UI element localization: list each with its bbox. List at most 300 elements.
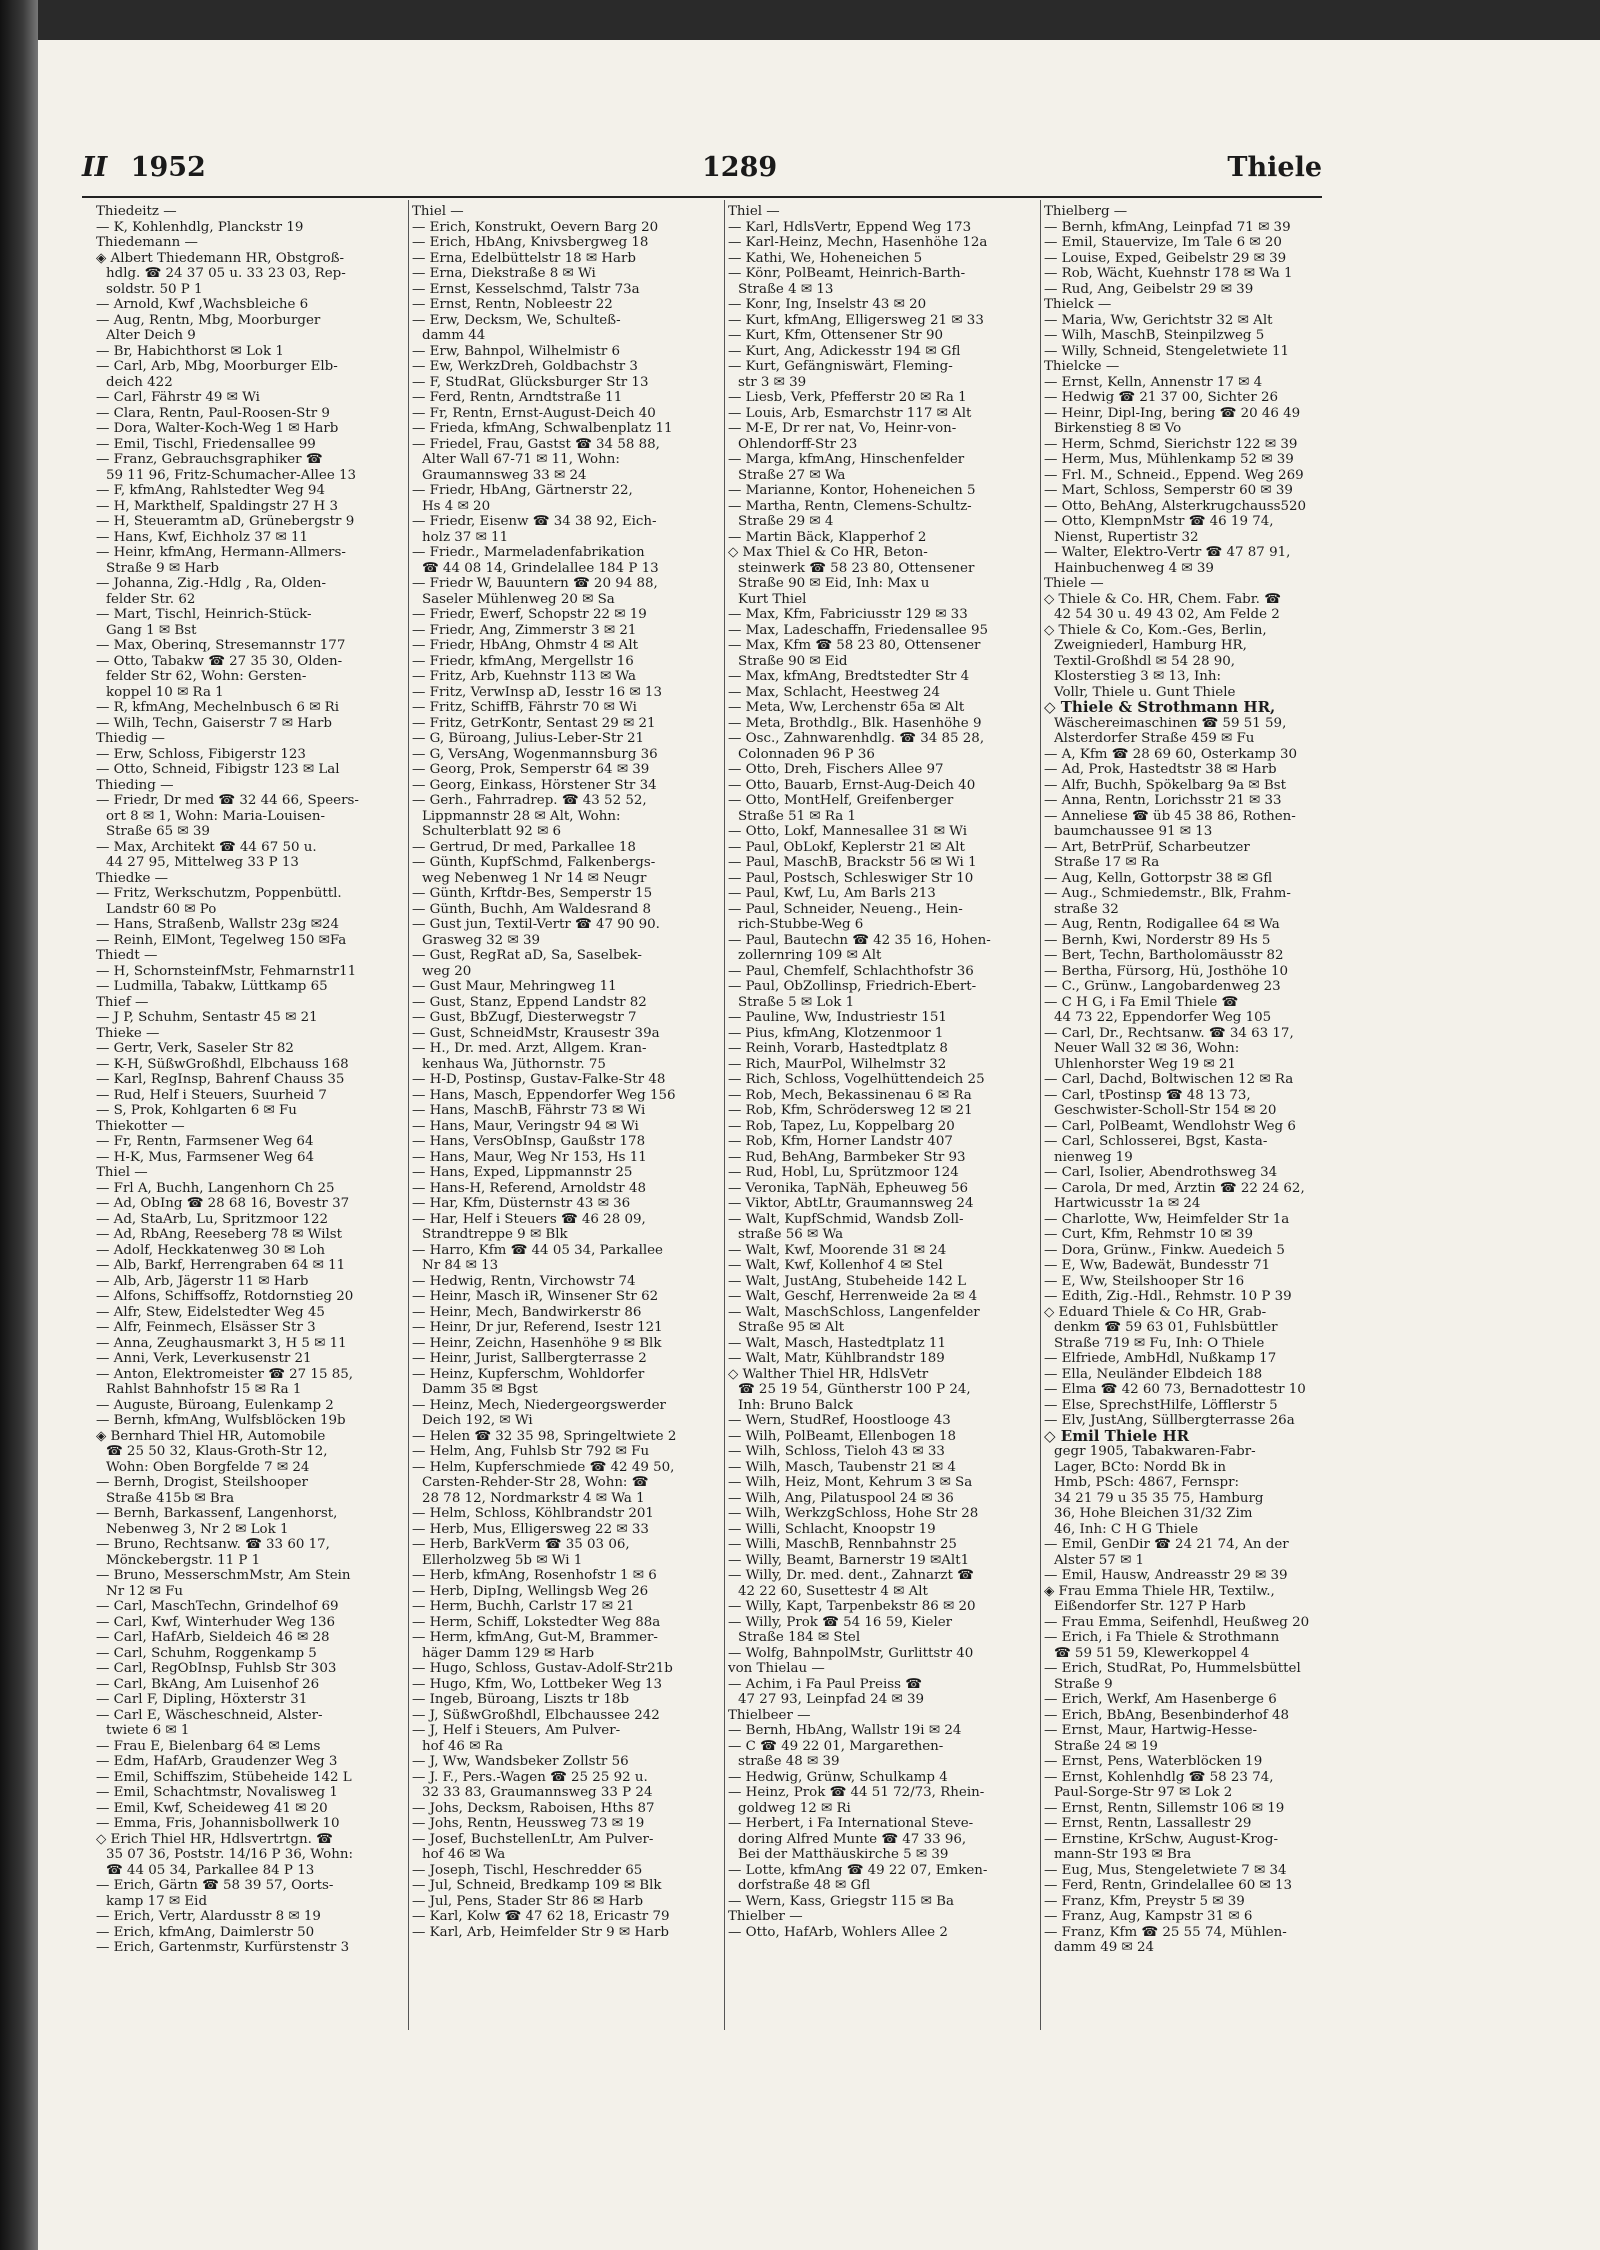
directory-entry: — F, kfmAng, Rahlstedter Weg 94 xyxy=(96,483,325,498)
directory-entry: Eißendorfer Str. 127 P Harb xyxy=(1054,1599,1246,1614)
directory-entry: — Erich, HbAng, Knivsbergweg 18 xyxy=(412,235,649,250)
directory-entry: Straße 51 ✉ Ra 1 xyxy=(738,808,856,824)
directory-entry: Birkenstieg 8 ✉ Vo xyxy=(1054,421,1182,436)
directory-entry: — Erich, BbAng, Besenbinderhof 48 xyxy=(1044,1707,1290,1723)
directory-entry: Mönckebergstr. 11 P 1 xyxy=(106,1552,261,1568)
directory-entry: — Wilh, PolBeamt, Ellenbogen 18 xyxy=(728,1428,956,1444)
directory-entry: — Friedr, Eisenw ☎ 34 38 92, Eich- xyxy=(412,514,657,529)
directory-entry: holz 37 ✉ 11 xyxy=(422,529,509,545)
directory-entry: — Wilh, Heiz, Mont, Kehrum 3 ✉ Sa xyxy=(728,1475,973,1490)
directory-entry: — Willy, Prok ☎ 54 16 59, Kieler xyxy=(728,1614,953,1630)
directory-entry: — M-E, Dr rer nat, Vo, Heinr-von- xyxy=(728,421,957,436)
directory-entry: goldweg 12 ✉ Ri xyxy=(738,1800,851,1816)
directory-entry: Straße 29 ✉ 4 xyxy=(738,514,834,529)
directory-entry: Alter Deich 9 xyxy=(106,328,196,343)
directory-entry: Thiel — xyxy=(728,204,780,219)
directory-entry: — Elfriede, AmbHdl, Nußkamp 17 xyxy=(1044,1351,1277,1366)
directory-entry: — Emil, Schiffszim, Stübeheide 142 L xyxy=(96,1769,352,1785)
directory-entry: — Bernh, Barkassenf, Langenhorst, xyxy=(96,1506,338,1521)
directory-entry: — Herb, Mus, Elligersweg 22 ✉ 33 xyxy=(412,1521,649,1537)
directory-entry: — Carl, Arb, Mbg, Moorburger Elb- xyxy=(96,359,338,374)
directory-entry: damm 49 ✉ 24 xyxy=(1054,1940,1155,1955)
directory-entry: — Hans, VersObInsp, Gaußstr 178 xyxy=(412,1134,646,1149)
directory-entry: — Helm, Ang, Fuhlsb Str 792 ✉ Fu xyxy=(412,1444,650,1459)
directory-entry: — Carl, PolBeamt, Wendlohstr Weg 6 xyxy=(1044,1118,1296,1134)
directory-entry: Thief — xyxy=(96,994,149,1010)
directory-entry: Thielck — xyxy=(1044,297,1112,312)
directory-entry: — Frl. M., Schneid., Eppend. Weg 269 xyxy=(1044,467,1304,483)
directory-entry: — Kurt, Kfm, Ottensener Str 90 xyxy=(728,328,943,343)
directory-entry: ◇ Thiele & Strothmann HR, xyxy=(1044,700,1276,716)
directory-entry: — Alb, Barkf, Herrengraben 64 ✉ 11 xyxy=(96,1258,346,1273)
directory-entry: — Max, Oberinq, Stresemannstr 177 xyxy=(96,638,346,653)
directory-entry: — Carl, BkAng, Am Luisenhof 26 xyxy=(96,1676,320,1692)
directory-entry: — Ad, ObIng ☎ 28 68 16, Bovestr 37 xyxy=(96,1196,350,1211)
directory-entry: — Max, kfmAng, Bredtstedter Str 4 xyxy=(728,669,970,684)
directory-column-4 xyxy=(1044,204,1349,1956)
directory-entry: Thieke — xyxy=(96,1025,160,1041)
directory-entry: — Gust, RegRat aD, Sa, Saselbek- xyxy=(412,948,642,963)
directory-entry: Straße 4 ✉ 13 xyxy=(738,281,834,297)
directory-entry: — Heinr, Masch iR, Winsener Str 62 xyxy=(412,1289,659,1304)
directory-entry: gegr 1905, Tabakwaren-Fabr- xyxy=(1054,1444,1256,1459)
directory-entry: — Willy, Beamt, Barnerstr 19 ✉Alt1 xyxy=(728,1552,970,1568)
directory-entry: — Walt, KupfSchmid, Wandsb Zoll- xyxy=(728,1211,964,1227)
directory-entry: 59 11 96, Fritz-Schumacher-Allee 13 xyxy=(106,467,357,483)
directory-entry: — Charlotte, Ww, Heimfelder Str 1a xyxy=(1044,1211,1290,1227)
directory-entry: — Herm, Schiff, Lokstedter Weg 88a xyxy=(412,1614,661,1630)
directory-entry: — Herm, Buchh, Carlstr 17 ✉ 21 xyxy=(412,1599,635,1614)
directory-entry: ☎ 44 05 34, Parkallee 84 P 13 xyxy=(106,1862,315,1878)
directory-entry: hdlg. ☎ 24 37 05 u. 33 23 03, Rep- xyxy=(106,266,346,281)
directory-entry: — Erna, Edelbüttelstr 18 ✉ Harb xyxy=(412,250,636,266)
directory-entry: — Heinr, Dipl-Ing, bering ☎ 20 46 49 xyxy=(1044,405,1301,421)
directory-entry: Nr 84 ✉ 13 xyxy=(422,1258,499,1273)
directory-entry: — Heinz, Kupferschm, Wohldorfer xyxy=(412,1366,645,1382)
directory-entry: — Carl, Schuhm, Roggenkamp 5 xyxy=(96,1645,317,1661)
directory-entry: — Bernh, kfmAng, Leinpfad 71 ✉ 39 xyxy=(1044,219,1291,235)
directory-entry: Rahlst Bahnhofstr 15 ✉ Ra 1 xyxy=(106,1382,302,1397)
directory-entry: — Jul, Pens, Stader Str 86 ✉ Harb xyxy=(412,1893,644,1909)
directory-entry: Straße 24 ✉ 19 xyxy=(1054,1738,1158,1754)
directory-entry: — Bernh, Drogist, Steilshooper xyxy=(96,1475,308,1490)
directory-entry: ◇ Eduard Thiele & Co HR, Grab- xyxy=(1044,1304,1267,1320)
directory-entry: — Heinr, Mech, Bandwirkerstr 86 xyxy=(412,1304,642,1320)
header-keyword: Thiele xyxy=(1227,152,1322,183)
directory-entry: — Gust, Stanz, Eppend Landstr 82 xyxy=(412,994,647,1010)
directory-entry: — Georg, Einkass, Hörstener Str 34 xyxy=(412,777,657,793)
directory-entry: — Ferd, Rentn, Grindelallee 60 ✉ 13 xyxy=(1044,1878,1293,1893)
directory-entry: — Alfr, Feinmech, Elsässer Str 3 xyxy=(96,1320,316,1335)
column-divider xyxy=(1040,200,1041,2030)
directory-entry: str 3 ✉ 39 xyxy=(738,374,807,390)
directory-entry: — Herbert, i Fa International Steve- xyxy=(728,1816,974,1831)
directory-entry: — Helm, Kupferschmiede ☎ 42 49 50, xyxy=(412,1459,675,1475)
directory-entry: ☎ 59 51 59, Klewerkoppel 4 xyxy=(1054,1645,1250,1661)
directory-entry: — Lotte, kfmAng ☎ 49 22 07, Emken- xyxy=(728,1862,988,1878)
directory-entry: — Reinh, Vorarb, Hastedtplatz 8 xyxy=(728,1041,948,1056)
directory-entry: — Hans, Maur, Weg Nr 153, Hs 11 xyxy=(412,1149,647,1165)
directory-entry: — Carl, Kwf, Winterhuder Weg 136 xyxy=(96,1614,336,1630)
directory-entry: Straße 65 ✉ 39 xyxy=(106,824,210,839)
directory-entry: — Herm, Schmd, Sierichstr 122 ✉ 39 xyxy=(1044,436,1298,452)
directory-entry: — Emil, Schachtmstr, Novalisweg 1 xyxy=(96,1785,338,1800)
directory-entry: — Erich, i Fa Thiele & Strothmann xyxy=(1044,1630,1280,1645)
directory-entry: — Willi, MaschB, Rennbahnstr 25 xyxy=(728,1537,957,1552)
directory-entry: 46, Inh: C H G Thiele xyxy=(1054,1521,1199,1537)
directory-entry: — Elma ☎ 42 60 73, Bernadottestr 10 xyxy=(1044,1382,1306,1397)
directory-entry: — Hans, MaschB, Fährstr 73 ✉ Wi xyxy=(412,1103,646,1118)
directory-entry: — Günth, KupfSchmd, Falkenbergs- xyxy=(412,855,656,870)
directory-entry: — Willi, Schlacht, Knoopstr 19 xyxy=(728,1521,936,1537)
directory-entry: — Hans, Masch, Eppendorfer Weg 156 xyxy=(412,1087,676,1103)
directory-entry: koppel 10 ✉ Ra 1 xyxy=(106,684,224,700)
directory-entry: Vollr, Thiele u. Gunt Thiele xyxy=(1054,684,1236,700)
directory-entry: — Otto, Dreh, Fischers Allee 97 xyxy=(728,762,944,777)
directory-entry: — Ella, Neuländer Elbdeich 188 xyxy=(1044,1366,1263,1382)
directory-entry: — Rob, Wächt, Kuehnstr 178 ✉ Wa 1 xyxy=(1044,266,1293,281)
directory-entry: — Franz, Kfm, Preystr 5 ✉ 39 xyxy=(1044,1893,1245,1909)
directory-entry: — Ad, RbAng, Reeseberg 78 ✉ Wilst xyxy=(96,1227,343,1242)
directory-entry: — Georg, Prok, Semperstr 64 ✉ 39 xyxy=(412,762,650,777)
directory-entry: — Erw, Schloss, Fibigerstr 123 xyxy=(96,746,306,762)
directory-entry: — Mart, Schloss, Semperstr 60 ✉ 39 xyxy=(1044,483,1293,498)
directory-entry: Straße 9 ✉ Harb xyxy=(106,560,219,576)
directory-entry: — Elv, JustAng, Süllbergterrasse 26a xyxy=(1044,1413,1295,1428)
directory-entry: — Paul, Bautechn ☎ 42 35 16, Hohen- xyxy=(728,932,991,948)
directory-entry: — Erich, StudRat, Po, Hummelsbüttel xyxy=(1044,1661,1301,1676)
directory-entry: — Paul, Kwf, Lu, Am Barls 213 xyxy=(728,886,936,901)
directory-entry: — Heinr, kfmAng, Hermann-Allmers- xyxy=(96,545,346,560)
directory-entry: — Bertha, Fürsorg, Hü, Josthöhe 10 xyxy=(1044,963,1289,979)
directory-entry: — Friedr., Marmeladenfabrikation xyxy=(412,545,645,560)
directory-entry: — Emil, Hausw, Andreasstr 29 ✉ 39 xyxy=(1044,1568,1288,1583)
directory-entry: — Emil, Tischl, Friedensallee 99 xyxy=(96,436,316,452)
directory-entry: Thielber — xyxy=(728,1909,803,1924)
directory-entry: — Liesb, Verk, Pfefferstr 20 ✉ Ra 1 xyxy=(728,390,967,405)
directory-entry: — Erich, Gartenmstr, Kurfürstenstr 3 xyxy=(96,1940,350,1955)
directory-entry: nienweg 19 xyxy=(1054,1149,1133,1165)
directory-entry: ◈ Frau Emma Thiele HR, Textilw., xyxy=(1044,1583,1275,1599)
directory-entry: Thiedig — xyxy=(96,731,165,746)
directory-entry: — Max, Kfm, Fabriciusstr 129 ✉ 33 xyxy=(728,607,968,622)
directory-entry: — R, kfmAng, Mechelnbusch 6 ✉ Ri xyxy=(96,700,340,715)
directory-entry: Hmb, PSch: 4867, Fernspr: xyxy=(1054,1475,1239,1490)
directory-entry: — Walt, Kwf, Kollenhof 4 ✉ Stel xyxy=(728,1258,943,1273)
directory-entry: — Carl, Isolier, Abendrothsweg 34 xyxy=(1044,1165,1278,1180)
directory-entry: — Carl, RegObInsp, Fuhlsb Str 303 xyxy=(96,1661,337,1676)
directory-entry: — E, Ww, Steilshooper Str 16 xyxy=(1044,1273,1245,1289)
directory-entry: ◈ Albert Thiedemann HR, Obstgroß- xyxy=(96,250,345,266)
directory-entry: Geschwister-Scholl-Str 154 ✉ 20 xyxy=(1054,1103,1277,1118)
directory-entry: — Veronika, TapNäh, Epheuweg 56 xyxy=(728,1180,969,1196)
directory-entry: — Otto, Schneid, Fibigstr 123 ✉ Lal xyxy=(96,762,340,777)
directory-entry: — Herb, kfmAng, Rosenhofstr 1 ✉ 6 xyxy=(412,1568,657,1583)
directory-entry: Textil-Großhdl ✉ 54 28 90, xyxy=(1054,653,1236,669)
directory-entry: — Helen ☎ 32 35 98, Springeltwiete 2 xyxy=(412,1428,677,1444)
directory-entry: — Anna, Rentn, Lorichsstr 21 ✉ 33 xyxy=(1044,793,1282,808)
directory-entry: — Ferd, Rentn, Arndtstraße 11 xyxy=(412,390,623,405)
directory-entry: — Hugo, Kfm, Wo, Lottbeker Weg 13 xyxy=(412,1676,663,1692)
directory-entry: — K-H, SüßwGroßhdl, Elbchauss 168 xyxy=(96,1056,349,1072)
directory-entry: — Wolfg, BahnpolMstr, Gurlittstr 40 xyxy=(728,1645,974,1661)
directory-entry: — Paul, MaschB, Brackstr 56 ✉ Wi 1 xyxy=(728,855,977,870)
directory-entry: — Otto, HafArb, Wohlers Allee 2 xyxy=(728,1924,948,1940)
directory-entry: Thiedemann — xyxy=(96,235,198,250)
directory-entry: — Alfons, Schiffsoffz, Rotdornstieg 20 xyxy=(96,1289,354,1304)
directory-entry: — Carl E, Wäscheschneid, Alster- xyxy=(96,1707,323,1723)
directory-entry: — Max, Schlacht, Heestweg 24 xyxy=(728,684,941,700)
directory-column-2 xyxy=(412,204,717,1940)
header-rule xyxy=(82,196,1322,198)
directory-entry: — Friedr, Ewerf, Schopstr 22 ✉ 19 xyxy=(412,607,647,622)
directory-entry: — Anni, Verk, Leverkusenstr 21 xyxy=(96,1351,312,1366)
directory-entry: — Wilh, Ang, Pilatuspool 24 ✉ 36 xyxy=(728,1490,954,1506)
directory-entry: — Ernst, Rentn, Lassallestr 29 xyxy=(1044,1816,1252,1831)
directory-entry: Straße 90 ✉ Eid xyxy=(738,653,848,669)
directory-entry: — Else, SprechstHilfe, Löfflerstr 5 xyxy=(1044,1397,1278,1413)
directory-entry: twiete 6 ✉ 1 xyxy=(106,1723,190,1738)
directory-entry: — Bruno, MesserschmMstr, Am Stein xyxy=(96,1568,351,1583)
directory-entry: 42 22 60, Susettestr 4 ✉ Alt xyxy=(738,1583,928,1599)
directory-entry: damm 44 xyxy=(422,328,486,343)
directory-entry: — Fr, Rentn, Ernst-August-Deich 40 xyxy=(412,405,656,421)
directory-entry: — Rud, Ang, Geibelstr 29 ✉ 39 xyxy=(1044,281,1254,297)
directory-entry: — Har, Kfm, Düsternstr 43 ✉ 36 xyxy=(412,1196,631,1211)
directory-entry: hof 46 ✉ Wa xyxy=(422,1847,506,1862)
directory-entry: — Günth, Buchh, Am Waldesrand 8 xyxy=(412,901,652,917)
directory-entry: — Rob, Tapez, Lu, Koppelbarg 20 xyxy=(728,1118,955,1134)
directory-entry: ◇ Thiele & Co, Kom.-Ges, Berlin, xyxy=(1044,622,1267,638)
directory-entry: — Konr, Ing, Inselstr 43 ✉ 20 xyxy=(728,297,927,312)
directory-entry: 32 33 83, Graumannsweg 33 P 24 xyxy=(422,1785,653,1800)
directory-entry: — Heinr, Zeichn, Hasenhöhe 9 ✉ Blk xyxy=(412,1335,662,1351)
directory-entry: — Louis, Arb, Esmarchstr 117 ✉ Alt xyxy=(728,405,972,421)
directory-entry: ☎ 44 08 14, Grindelallee 184 P 13 xyxy=(422,560,659,576)
directory-entry: Thielcke — xyxy=(1044,359,1120,374)
directory-entry: felder Str 62, Wohn: Gersten- xyxy=(106,669,307,684)
directory-entry: — Bernh, kfmAng, Wulfsblöcken 19b xyxy=(96,1413,346,1428)
directory-entry: — Max, Architekt ☎ 44 67 50 u. xyxy=(96,839,317,855)
directory-entry: — Carl, MaschTechn, Grindelhof 69 xyxy=(96,1599,339,1614)
directory-entry: steinwerk ☎ 58 23 80, Ottensener xyxy=(738,560,975,576)
directory-entry: — Emil, Stauervize, Im Tale 6 ✉ 20 xyxy=(1044,235,1282,250)
directory-entry: Straße 9 xyxy=(1054,1676,1113,1692)
directory-entry: — Gust, BbZugf, Diesterwegstr 7 xyxy=(412,1010,637,1025)
directory-entry: ◈ Bernhard Thiel HR, Automobile xyxy=(96,1428,326,1444)
directory-entry: Straße 184 ✉ Stel xyxy=(738,1630,861,1645)
directory-entry: — Bernh, HbAng, Wallstr 19i ✉ 24 xyxy=(728,1723,962,1738)
directory-entry: — Arnold, Kwf ,Wachsbleiche 6 xyxy=(96,297,309,312)
directory-entry: Schulterblatt 92 ✉ 6 xyxy=(422,824,562,839)
directory-entry: Carsten-Rehder-Str 28, Wohn: ☎ xyxy=(422,1475,649,1490)
directory-entry: — Rud, Hobl, Lu, Sprützmoor 124 xyxy=(728,1165,959,1180)
directory-entry: — Herb, DipIng, Wellingsb Weg 26 xyxy=(412,1583,649,1599)
directory-entry: ☎ 25 50 32, Klaus-Groth-Str 12, xyxy=(106,1444,328,1459)
directory-entry: — Art, BetrPrüf, Scharbeutzer xyxy=(1044,839,1250,855)
directory-entry: 44 73 22, Eppendorfer Weg 105 xyxy=(1054,1010,1272,1025)
directory-entry: — Pius, kfmAng, Klotzenmoor 1 xyxy=(728,1025,944,1041)
directory-entry: — Carola, Dr med, Ärztin ☎ 22 24 62, xyxy=(1044,1180,1305,1196)
directory-entry: Nr 12 ✉ Fu xyxy=(106,1583,184,1599)
directory-entry: — Anneliese ☎ üb 45 38 86, Rothen- xyxy=(1044,808,1296,824)
directory-entry: Nienst, Rupertistr 32 xyxy=(1054,529,1199,545)
directory-entry: — Bruno, Rechtsanw. ☎ 33 60 17, xyxy=(96,1537,330,1552)
directory-entry: — Heinz, Prok ☎ 44 51 72/73, Rhein- xyxy=(728,1785,985,1800)
directory-entry: Straße 5 ✉ Lok 1 xyxy=(738,994,855,1010)
directory-entry: — J. F., Pers.-Wagen ☎ 25 25 92 u. xyxy=(412,1769,648,1785)
directory-entry: Alter Wall 67-71 ✉ 11, Wohn: xyxy=(422,452,620,467)
directory-entry: — Ernst, Maur, Hartwig-Hesse- xyxy=(1044,1723,1258,1738)
directory-entry: Paul-Sorge-Str 97 ✉ Lok 2 xyxy=(1054,1785,1233,1800)
directory-entry: — G, Büroang, Julius-Leber-Str 21 xyxy=(412,731,645,746)
directory-entry: — Josef, BuchstellenLtr, Am Pulver- xyxy=(412,1831,654,1847)
directory-entry: — Franz, Kfm ☎ 25 55 74, Mühlen- xyxy=(1044,1924,1287,1940)
directory-entry: — C ☎ 49 22 01, Margarethen- xyxy=(728,1738,944,1754)
directory-entry: — Hans, Straßenb, Wallstr 23g ✉24 xyxy=(96,917,340,932)
directory-entry: Thiedeitz — xyxy=(96,204,177,219)
directory-entry: Grasweg 32 ✉ 39 xyxy=(422,932,540,948)
directory-entry: — Paul, Postsch, Schleswiger Str 10 xyxy=(728,870,974,886)
directory-entry: dorfstraße 48 ✉ Gfl xyxy=(738,1878,871,1893)
directory-entry: — H, Steueramtm aD, Grünebergstr 9 xyxy=(96,514,355,529)
directory-entry: — Eug, Mus, Stengeletwiete 7 ✉ 34 xyxy=(1044,1862,1287,1878)
directory-entry: — Paul, Chemfelf, Schlachthofstr 36 xyxy=(728,963,974,979)
directory-entry: hof 46 ✉ Ra xyxy=(422,1738,504,1754)
directory-entry: Alsterdorfer Straße 459 ✉ Fu xyxy=(1054,731,1255,746)
directory-entry: Strandtreppe 9 ✉ Blk xyxy=(422,1227,568,1242)
directory-entry: Ellerholzweg 5b ✉ Wi 1 xyxy=(422,1552,583,1568)
directory-entry: — Carl, HafArb, Sieldeich 46 ✉ 28 xyxy=(96,1630,330,1645)
directory-entry: — C H G, i Fa Emil Thiele ☎ xyxy=(1044,994,1239,1010)
directory-entry: — Johanna, Zig.-Hdlg , Ra, Olden- xyxy=(96,576,327,591)
directory-entry: straße 48 ✉ 39 xyxy=(738,1754,840,1769)
directory-entry: — Otto, Lokf, Mannesallee 31 ✉ Wi xyxy=(728,824,967,839)
directory-entry: ◇ Emil Thiele HR xyxy=(1044,1428,1190,1444)
book-binding xyxy=(0,0,38,2250)
directory-entry: — C., Grünw., Langobardenweg 23 xyxy=(1044,979,1281,994)
directory-column-3 xyxy=(728,204,1033,1940)
directory-entry: — Rob, Kfm, Horner Landstr 407 xyxy=(728,1134,953,1149)
directory-entry: — Walter, Elektro-Vertr ☎ 47 87 91, xyxy=(1044,545,1291,560)
directory-entry: — Aug., Schmiedemstr., Blk, Frahm- xyxy=(1044,886,1291,901)
directory-entry: Thiekotter — xyxy=(96,1118,185,1134)
directory-entry: Straße 27 ✉ Wa xyxy=(738,467,846,483)
directory-entry: ◇ Erich Thiel HR, Hdlsvertrtgn. ☎ xyxy=(96,1831,333,1847)
directory-entry: — Günth, Krftdr-Bes, Semperstr 15 xyxy=(412,886,653,901)
directory-entry: — Ernst, Kelln, Annenstr 17 ✉ 4 xyxy=(1044,374,1263,390)
directory-entry: Thielbeer — xyxy=(728,1707,811,1723)
directory-entry: — Hans-H, Referend, Arnoldstr 48 xyxy=(412,1180,647,1196)
directory-entry: — Meta, Ww, Lerchenstr 65a ✉ Alt xyxy=(728,700,965,715)
directory-entry: — Karl, Arb, Heimfelder Str 9 ✉ Harb xyxy=(412,1924,669,1940)
directory-entry: — Hedwig, Rentn, Virchowstr 74 xyxy=(412,1273,636,1289)
directory-entry: — Paul, Schneider, Neueng., Hein- xyxy=(728,901,963,917)
directory-entry: — Wern, StudRef, Hoostlooge 43 xyxy=(728,1413,951,1428)
directory-entry: — Paul, ObLokf, Keplerstr 21 ✉ Alt xyxy=(728,839,965,855)
directory-entry: — Fritz, VerwInsp aD, Iesstr 16 ✉ 13 xyxy=(412,684,662,700)
directory-entry: — Alb, Arb, Jägerstr 11 ✉ Harb xyxy=(96,1273,309,1289)
directory-entry: — Martha, Rentn, Clemens-Schultz- xyxy=(728,498,972,514)
directory-entry: — Herm, kfmAng, Gut-M, Brammer- xyxy=(412,1630,658,1645)
directory-entry: — Ingeb, Büroang, Liszts tr 18b xyxy=(412,1692,630,1707)
directory-entry: — Heinz, Mech, Niedergeorgswerder xyxy=(412,1397,666,1413)
directory-entry: — Franz, Gebrauchsgraphiker ☎ xyxy=(96,452,323,467)
directory-entry: straße 56 ✉ Wa xyxy=(738,1227,844,1242)
directory-entry: Kurt Thiel xyxy=(738,591,807,607)
directory-entry: — J, Ww, Wandsbeker Zollstr 56 xyxy=(412,1754,629,1769)
directory-entry: — Willy, Dr. med. dent., Zahnarzt ☎ xyxy=(728,1568,974,1583)
directory-entry: — Rob, Kfm, Schrödersweg 12 ✉ 21 xyxy=(728,1103,973,1118)
directory-entry: — Meta, Brothdlg., Blk. Hasenhöhe 9 xyxy=(728,715,982,731)
directory-entry: Thielberg — xyxy=(1044,204,1128,219)
directory-entry: — Frieda, kfmAng, Schwalbenplatz 11 xyxy=(412,421,673,436)
directory-entry: Thieding — xyxy=(96,777,174,793)
directory-entry: — Karl, HdlsVertr, Eppend Weg 173 xyxy=(728,219,972,235)
directory-entry: — Wilh, WerkzgSchloss, Hohe Str 28 xyxy=(728,1506,979,1521)
directory-entry: — Johs, Rentn, Heussweg 73 ✉ 19 xyxy=(412,1816,645,1831)
directory-entry: — Friedr, HbAng, Gärtnerstr 22, xyxy=(412,483,633,498)
directory-entry: Gang 1 ✉ Bst xyxy=(106,622,197,638)
directory-entry: — Wern, Kass, Griegstr 115 ✉ Ba xyxy=(728,1893,954,1909)
directory-entry: kenhaus Wa, Jüthornstr. 75 xyxy=(422,1056,606,1072)
directory-entry: — Rich, Schloss, Vogelhüttendeich 25 xyxy=(728,1072,985,1087)
directory-entry: — Jul, Schneid, Bredkamp 109 ✉ Blk xyxy=(412,1878,662,1893)
directory-entry: — Mart, Tischl, Heinrich-Stück- xyxy=(96,607,312,622)
directory-entry: — Martin Bäck, Klapperhof 2 xyxy=(728,529,927,545)
directory-entry: Straße 719 ✉ Fu, Inh: O Thiele xyxy=(1054,1335,1265,1351)
page-number: 1289 xyxy=(702,152,778,183)
directory-entry: — Heinr, Dr jur, Referend, Isestr 121 xyxy=(412,1320,663,1335)
directory-entry: — Pauline, Ww, Industriestr 151 xyxy=(728,1010,947,1025)
directory-entry: — Alfr, Stew, Eidelstedter Weg 45 xyxy=(96,1304,325,1320)
directory-entry: — Herb, BarkVerm ☎ 35 03 06, xyxy=(412,1537,630,1552)
directory-entry: — Kurt, Ang, Adickesstr 194 ✉ Gfl xyxy=(728,343,961,359)
directory-entry: — Otto, MontHelf, Greifenberger xyxy=(728,793,954,808)
directory-entry: — Hedwig, Grünw, Schulkamp 4 xyxy=(728,1769,948,1785)
directory-entry: — Gerh., Fahrradrep. ☎ 43 52 52, xyxy=(412,793,647,808)
directory-entry: — Friedr, kfmAng, Mergellstr 16 xyxy=(412,653,634,669)
directory-entry: — Edm, HafArb, Graudenzer Weg 3 xyxy=(96,1754,338,1769)
directory-entry: — Ad, Prok, Hastedtstr 38 ✉ Harb xyxy=(1044,762,1277,777)
directory-entry: — Helm, Schloss, Köhlbrandstr 201 xyxy=(412,1506,654,1521)
directory-entry: — K, Kohlenhdlg, Planckstr 19 xyxy=(96,219,304,235)
directory-entry: — Wilh, Masch, Taubenstr 21 ✉ 4 xyxy=(728,1459,956,1475)
directory-entry: — Könr, PolBeamt, Heinrich-Barth- xyxy=(728,266,966,281)
directory-entry: — Carl, Schlosserei, Bgst, Kasta- xyxy=(1044,1134,1268,1149)
directory-entry: — Wilh, Schloss, Tieloh 43 ✉ 33 xyxy=(728,1444,945,1459)
directory-entry: — Walt, Masch, Hastedtplatz 11 xyxy=(728,1335,946,1351)
directory-entry: Thiedke — xyxy=(96,870,169,886)
directory-entry: Colonnaden 96 P 36 xyxy=(738,746,875,762)
directory-entry: — Frau E, Bielenbarg 64 ✉ Lems xyxy=(96,1738,321,1754)
directory-entry: zollernring 109 ✉ Alt xyxy=(738,948,882,963)
directory-entry: — Marianne, Kontor, Hoheneichen 5 xyxy=(728,483,976,498)
directory-entry: — Ernst, Kohlenhdlg ☎ 58 23 74, xyxy=(1044,1769,1274,1785)
directory-entry: — F, StudRat, Glücksburger Str 13 xyxy=(412,374,649,390)
directory-entry: — Har, Helf i Steuers ☎ 46 28 09, xyxy=(412,1211,646,1227)
directory-entry: — Walt, Geschf, Herrenweide 2a ✉ 4 xyxy=(728,1289,978,1304)
directory-entry: — A, Kfm ☎ 28 69 60, Osterkamp 30 xyxy=(1044,746,1298,762)
directory-entry: — Carl F, Dipling, Höxterstr 31 xyxy=(96,1692,308,1707)
directory-entry: — Willy, Schneid, Stengeletwiete 11 xyxy=(1044,343,1289,359)
directory-entry: Deich 192, ✉ Wi xyxy=(422,1413,533,1428)
directory-entry: — Hans, Kwf, Eichholz 37 ✉ 11 xyxy=(96,529,309,545)
directory-entry: — Erich, kfmAng, Daimlerstr 50 xyxy=(96,1924,315,1940)
directory-entry: Damm 35 ✉ Bgst xyxy=(422,1382,538,1397)
directory-entry: — Ludmilla, Tabakw, Lüttkamp 65 xyxy=(96,979,328,994)
directory-entry: Straße 17 ✉ Ra xyxy=(1054,855,1160,870)
